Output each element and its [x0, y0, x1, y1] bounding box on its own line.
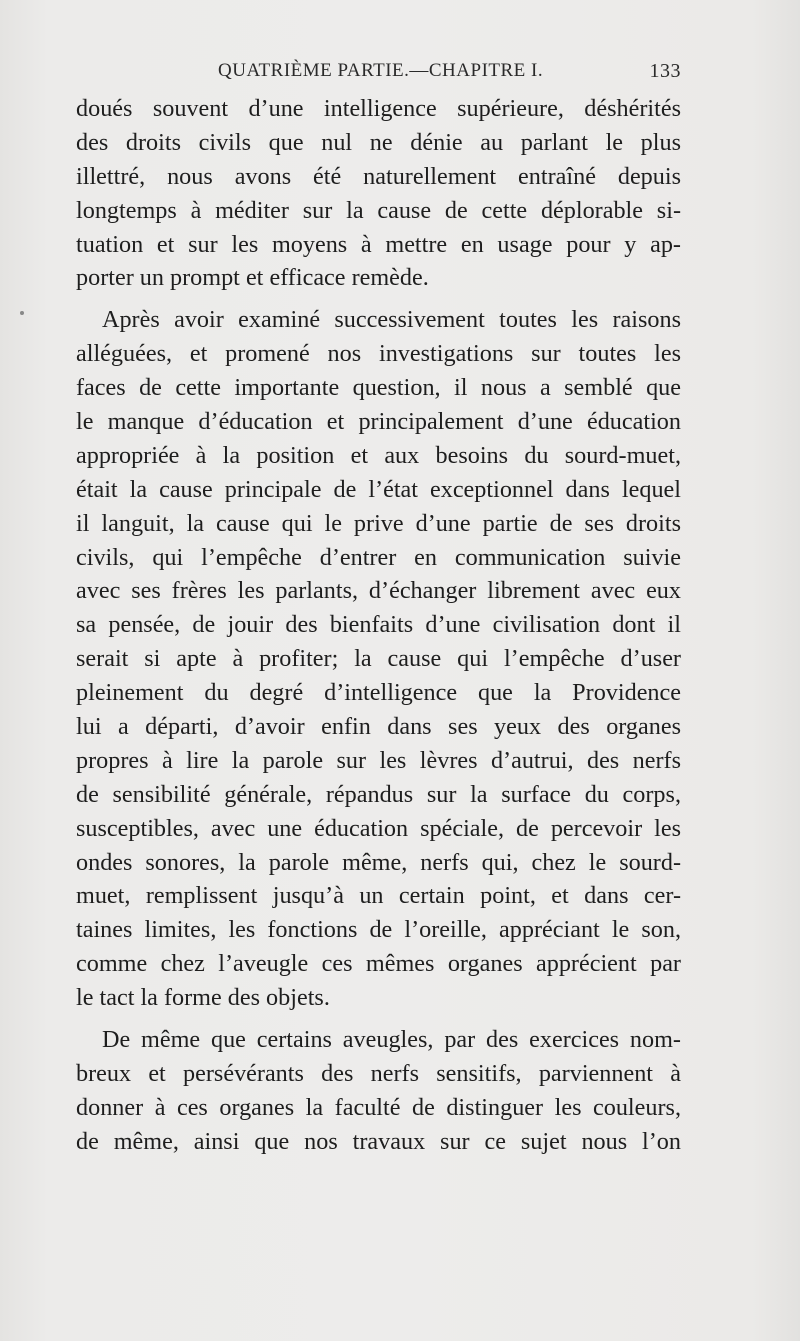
page-number: 133 — [649, 60, 681, 82]
text-line: longtemps à méditer sur la cause de cette déplorable si- — [76, 196, 681, 224]
text-line: le tact la forme des objets. — [76, 984, 330, 1012]
page-header — [76, 60, 681, 88]
text-line: ondes sonores, la parole même, nerfs qui, chez le sourd- — [76, 848, 681, 876]
body-text — [76, 92, 681, 1159]
text-line: des droits civils que nul ne dénie au parlant le plus — [76, 128, 681, 156]
text-line: comme chez l’aveugle ces mêmes organes apprécient par — [76, 950, 681, 978]
text-line: serait si apte à profiter; la cause qui l’empêche d’user — [76, 645, 681, 673]
text-line: alléguées, et promené nos investigations sur toutes les — [76, 340, 681, 368]
text-line: susceptibles, avec une éducation spéciale, de percevoir les — [76, 814, 681, 842]
text-line: illettré, nous avons été naturellement entraîné depuis — [76, 162, 681, 190]
text-line: tuation et sur les moyens à mettre en usage pour y ap- — [76, 230, 681, 258]
running-title: QUATRIÈME PARTIE.—CHAPITRE I. — [218, 60, 544, 81]
text-line: muet, remplissent jusqu’à un certain point, et dans cer- — [76, 882, 681, 910]
paragraph — [76, 1023, 681, 1159]
text-line: avec ses frères les parlants, d’échanger librement avec eux — [76, 577, 681, 605]
text-line: était la cause principale de l’état exceptionnel dans lequel — [76, 475, 681, 503]
text-line: appropriée à la position et aux besoins du sourd-muet, — [76, 441, 681, 469]
margin-mark — [20, 311, 24, 315]
text-line: faces de cette importante question, il nous a semblé que — [76, 374, 681, 402]
text-line: De même que certains aveugles, par des exercices nom- — [102, 1026, 681, 1054]
text-line: taines limites, les fonctions de l’oreille, appréciant le son, — [76, 916, 681, 944]
paragraph — [76, 92, 681, 295]
text-line: le manque d’éducation et principalement d’une éducation — [76, 408, 681, 436]
text-line: doués souvent d’une intelligence supérieure, déshérités — [76, 95, 681, 122]
text-line: breux et persévérants des nerfs sensitifs, parviennent à — [76, 1059, 681, 1087]
text-line: de sensibilité générale, répandus sur la surface du corps, — [76, 780, 681, 808]
text-line: il languit, la cause qui le prive d’une partie de ses droits — [76, 509, 681, 537]
text-line: propres à lire la parole sur les lèvres d’autrui, des nerfs — [76, 746, 681, 774]
text-line: donner à ces organes la faculté de distinguer les couleurs, — [76, 1093, 681, 1121]
text-line: sa pensée, de jouir des bienfaits d’une civilisation dont il — [76, 611, 681, 639]
text-line: civils, qui l’empêche d’entrer en communication suivie — [76, 543, 681, 571]
text-line: de même, ainsi que nos travaux sur ce sujet nous l’on — [76, 1127, 681, 1155]
text-line: pleinement du degré d’intelligence que la Providence — [76, 679, 681, 707]
paragraph — [76, 303, 681, 1015]
text-line: porter un prompt et efficace remède. — [76, 264, 429, 292]
text-line: Après avoir examiné successivement toutes les raisons — [102, 306, 681, 334]
text-line: lui a départi, d’avoir enfin dans ses yeux des organes — [76, 713, 681, 741]
